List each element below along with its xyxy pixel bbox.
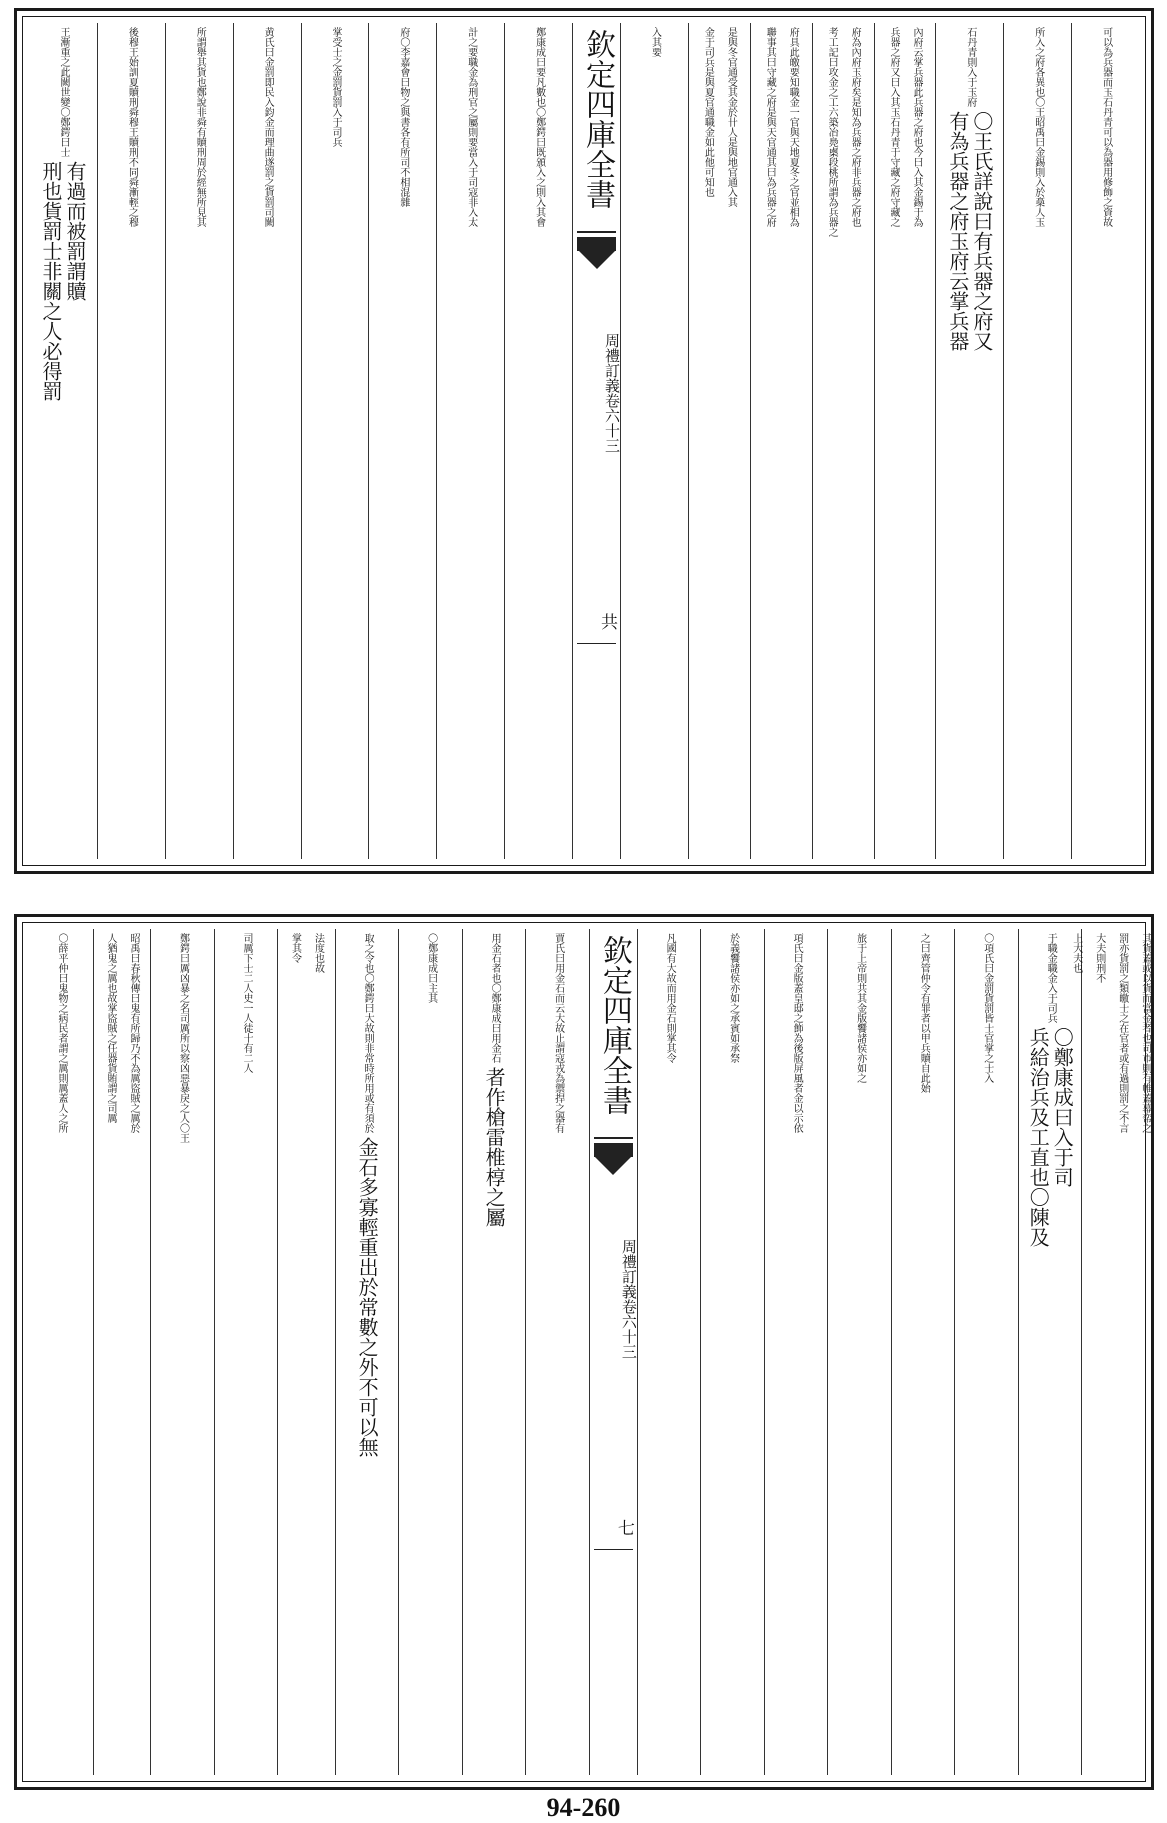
lower-note-line: 兵給治兵及工直也〇陳及 — [1026, 1027, 1051, 1247]
upper-commentary — [882, 23, 928, 859]
upper-lower-rule — [577, 643, 616, 644]
lower-lower-rule — [594, 1549, 633, 1550]
lower-note-line: 法度也故 — [312, 933, 324, 973]
lower-note-line: 者作槍雷椎椁之屬 — [482, 1067, 507, 1227]
upper-column — [504, 23, 572, 859]
upper-main-text: 鄭康成曰要凡數也〇鄭鍔曰既頒入之則入其會 — [533, 27, 545, 227]
lower-note-line: 罰亦貨罰之類皦士之在官者或有過則罰之不言 — [1116, 933, 1128, 1133]
page-number: 94-260 — [546, 1793, 621, 1822]
upper-note-line: 聯事其曰守藏之府是與天官通其曰為兵器之府 — [764, 27, 776, 227]
upper-column-content — [1080, 23, 1132, 859]
lower-note-line: 金石多寡輕重出於常數之外不可以無 — [355, 1137, 380, 1457]
lower-column — [891, 929, 955, 1775]
upper-column-content — [105, 23, 157, 859]
upper-commentary — [758, 23, 804, 859]
upper-column-content — [173, 23, 225, 859]
lower-column-content — [405, 929, 457, 1775]
lower-main-text: 司厲下士二人史一人徒十有二人 — [241, 933, 253, 1073]
upper-main-text: 王漸重之此闕世變〇鄭鍔曰士 — [57, 27, 69, 157]
upper-column — [29, 23, 97, 859]
upper-series-title: 欽定四庫全書 — [580, 29, 615, 209]
lower-column — [93, 929, 151, 1775]
upper-note-line: 兵器之府又曰入其玉石丹青于守藏之府守藏之 — [887, 27, 899, 227]
upper-main-text: 掌受士之金罰貨罰入于司兵 — [329, 27, 341, 147]
lower-main-text: 〇鄭康成曰主其 — [425, 933, 437, 1003]
lower-column-content — [220, 929, 272, 1775]
upper-column — [97, 23, 165, 859]
lower-column-content — [707, 929, 759, 1775]
upper-note-line: 內府云掌兵器此兵器之府也今曰入其金錫于為 — [910, 27, 922, 227]
upper-column — [301, 23, 369, 859]
lower-columns — [29, 929, 1151, 1775]
upper-column-content — [309, 23, 361, 859]
upper-book-info — [573, 333, 620, 453]
lower-main-text: 〇項氏曰金罰貨罰皆士官掌之士入 — [981, 933, 993, 1083]
upper-main-text: 府〇李嘉會曰物之與書各有所司不相混雜 — [397, 27, 409, 207]
upper-column — [233, 23, 301, 859]
lower-column-content — [897, 929, 949, 1775]
lower-column — [700, 929, 764, 1775]
upper-note-line: 府具此皦要知職金一官與天地夏冬之官並相為 — [787, 27, 799, 227]
upper-column — [436, 23, 504, 859]
lower-note-line: 〇鄭康成曰入于司 — [1050, 1027, 1075, 1187]
upper-column — [368, 23, 436, 859]
lower-series-title: 欽定四庫全書 — [596, 935, 632, 1115]
upper-main-text: 所入之府各異也〇王昭禹曰金錫則入於槀人玉 — [1032, 27, 1044, 227]
upper-main-text: 計之要職金為刑官之屬則要當入于司寇非入太 — [465, 27, 477, 227]
upper-inline-note — [39, 157, 87, 401]
upper-column — [688, 23, 750, 859]
upper-column-content — [445, 23, 497, 859]
lower-main-text: 項氏曰金版蓋皇邸之飾為後版屏風者金以示依 — [791, 933, 803, 1133]
upper-column — [1003, 23, 1071, 859]
upper-note-line: 金于司兵是與夏官通職金如此他可知也 — [702, 27, 714, 197]
lower-inline-note — [482, 1063, 506, 1227]
upper-note-line: 府為內府玉府矣是知為兵器之府非兵器之府也 — [849, 27, 861, 227]
lower-column — [29, 929, 93, 1775]
lower-commentary — [284, 929, 330, 1775]
lower-commentary — [99, 929, 145, 1775]
lower-center-gutter — [589, 929, 637, 1775]
upper-book-name: 周禮訂義 — [603, 333, 621, 393]
upper-commentary — [820, 23, 866, 859]
upper-column — [812, 23, 874, 859]
lower-page — [14, 914, 1154, 1790]
lower-book-info — [590, 1239, 637, 1359]
upper-inline-note — [946, 107, 994, 351]
lower-commentary — [1065, 929, 1157, 1775]
upper-column-content — [377, 23, 429, 859]
lower-column — [954, 929, 1018, 1775]
upper-page — [14, 8, 1154, 874]
lower-column-content — [532, 929, 584, 1775]
upper-column-content — [37, 23, 89, 859]
upper-main-text: 可以為兵器而玉石丹青可以為器用修飾之資故 — [1100, 27, 1112, 227]
lower-column — [462, 929, 526, 1775]
lower-column — [525, 929, 589, 1775]
lower-volume: 卷六十三 — [619, 1299, 638, 1359]
lower-note-line: 大夫則刑不 — [1093, 933, 1105, 983]
lower-main-text: 〇薛平仲曰鬼物之病民者謂之厲則厲蓋人之所 — [55, 933, 67, 1133]
upper-folio-number: 共 — [597, 613, 617, 630]
upper-fish-tail-mark — [577, 231, 616, 269]
lower-column — [150, 929, 214, 1775]
upper-note-line: 〇王氏詳說曰有兵器之府又 — [969, 111, 994, 351]
upper-column — [1071, 23, 1139, 859]
upper-column — [935, 23, 1003, 859]
upper-columns — [29, 23, 1139, 859]
lower-main-text: 凡國有大故而用金石則掌其令 — [664, 933, 676, 1063]
lower-note-line: 昭禹曰春秋傳曰鬼有所歸乃不為厲盜賊之厲於 — [128, 933, 139, 1133]
upper-note-line: 有過而被罰謂贖 — [62, 161, 87, 301]
lower-main-text: 用金石者也〇鄭康成曰用金石 — [489, 933, 501, 1063]
lower-note-line: 人猶鬼之厲也故掌盜賊之任器貨賄謂之司厲 — [105, 933, 116, 1123]
upper-note-line: 刑也貨罰士非關之人必得罰 — [38, 161, 63, 401]
lower-main-text: 於義饗諸侯亦如之承賓如承祭 — [727, 933, 739, 1063]
upper-main-text: 黄氏曰金罰即民入鈞金而理曲遂罰之貨罰司闕 — [262, 27, 274, 227]
lower-column-content — [961, 929, 1013, 1775]
upper-column — [620, 23, 688, 859]
upper-commentary — [696, 23, 742, 859]
lower-column-content — [834, 929, 886, 1775]
upper-column-content — [944, 23, 996, 859]
lower-fish-tail-mark — [594, 1137, 633, 1175]
upper-main-text: 入其要 — [649, 27, 661, 57]
lower-column — [335, 929, 399, 1775]
upper-column — [165, 23, 233, 859]
upper-column — [750, 23, 812, 859]
upper-main-text: 所謂舉其貨也鄭說非舜有贖刑周於經無所見其 — [194, 27, 206, 227]
upper-center-gutter — [572, 23, 620, 859]
lower-book-name: 周禮訂義 — [619, 1239, 638, 1299]
lower-column — [827, 929, 891, 1775]
upper-note-line: 是與冬官通受其金於卄人是與地官通入其 — [725, 27, 737, 207]
lower-main-text: 旅于上帝則共其金版饗諸侯亦如之 — [854, 933, 866, 1083]
lower-column — [637, 929, 701, 1775]
lower-main-text: 賈氏曰用金石而云大故止謂寇戎為禦捍之器有 — [552, 933, 564, 1133]
lower-main-text: 于職金職金入于司兵 — [1045, 933, 1057, 1023]
lower-column-content — [770, 929, 822, 1775]
lower-column — [1070, 929, 1151, 1775]
upper-note-line: 有為兵器之府玉府云掌兵器 — [945, 111, 970, 351]
lower-column — [277, 929, 335, 1775]
upper-column-content — [628, 23, 680, 859]
lower-column-content — [35, 929, 87, 1775]
upper-note-line: 考工記曰攻金之工六築冶鳧㮚段桃所謂為兵器之 — [826, 27, 838, 237]
lower-column — [764, 929, 828, 1775]
lower-column-content — [643, 929, 695, 1775]
lower-note-line: 上大夫也 — [1070, 933, 1082, 973]
lower-main-text: 之曰齊管仲令有罪者以甲兵贖自此始 — [918, 933, 930, 1093]
lower-note-line: 其貨蓋或以貨而當金者也司市則有帷蓋幕帟之 — [1139, 933, 1151, 1133]
upper-main-text: 石丹青則入于玉府 — [964, 27, 976, 107]
lower-column-content — [341, 929, 393, 1775]
lower-main-text: 取之令也〇鄭鍔曰大故則非常時所用或有須於 — [362, 933, 374, 1133]
lower-column — [214, 929, 278, 1775]
upper-column-content — [1012, 23, 1064, 859]
upper-main-text: 後穆王始訓夏贖刑舜穆王贖刑不同舜漸輕之穆 — [126, 27, 138, 227]
lower-note-line: 掌其令 — [289, 933, 301, 963]
lower-inline-note — [355, 1133, 379, 1457]
lower-column-content — [468, 929, 520, 1775]
upper-volume: 卷六十三 — [603, 393, 621, 453]
upper-column-content — [513, 23, 565, 859]
lower-column — [398, 929, 462, 1775]
lower-folio-number: 七 — [613, 1519, 634, 1536]
upper-column — [874, 23, 936, 859]
lower-main-text: 鄭鍔曰厲凶暴之名司厲所以察凶惡暴戾之人〇王 — [177, 933, 189, 1143]
lower-column-content — [157, 929, 209, 1775]
upper-column-content — [241, 23, 293, 859]
